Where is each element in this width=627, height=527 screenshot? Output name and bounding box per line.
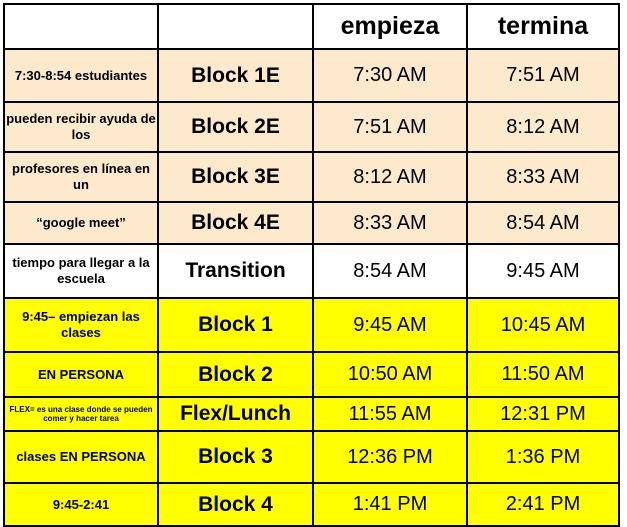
row-note: FLEX= es una clase donde se pueden comer y hacer tarea [4,397,158,431]
row-note: profesores en línea en un [4,152,158,202]
start-time: 8:12 AM [313,152,467,202]
table-row [4,102,619,152]
start-time: 7:30 AM [313,49,467,102]
table-row [4,397,619,431]
block-name: Block 2E [158,102,313,152]
start-time: 8:54 AM [313,244,467,298]
table-row [4,244,619,298]
header-end: termina [467,4,619,49]
table-row [4,152,619,202]
schedule-table [3,3,620,527]
table-row [4,202,619,244]
end-time: 1:36 PM [467,431,619,483]
end-time: 2:41 PM [467,483,619,526]
row-note: pueden recibir ayuda de los [4,102,158,152]
header-blank-cell [4,4,158,49]
block-name: Block 4 [158,483,313,526]
start-time: 10:50 AM [313,352,467,397]
end-time: 9:45 AM [467,244,619,298]
start-time: 12:36 PM [313,431,467,483]
row-note: EN PERSONA [4,352,158,397]
header-row [4,4,619,49]
table-row [4,352,619,397]
table-row [4,49,619,102]
start-time: 1:41 PM [313,483,467,526]
table-row [4,298,619,352]
table-row [4,483,619,526]
row-note: 9:45– empiezan las clases [4,298,158,352]
block-name: Block 2 [158,352,313,397]
end-time: 8:54 AM [467,202,619,244]
start-time: 8:33 AM [313,202,467,244]
header-start: empieza [313,4,467,49]
row-note: 9:45-2:41 [4,483,158,526]
header-blank-cell-2 [158,4,313,49]
block-name: Block 1E [158,49,313,102]
end-time: 8:12 AM [467,102,619,152]
end-time: 11:50 AM [467,352,619,397]
start-time: 9:45 AM [313,298,467,352]
table-row [4,431,619,483]
block-name: Flex/Lunch [158,397,313,431]
row-note: tiempo para llegar a la escuela [4,244,158,298]
row-note: “google meet” [4,202,158,244]
row-note: 7:30-8:54 estudiantes [4,49,158,102]
end-time: 10:45 AM [467,298,619,352]
block-name: Block 4E [158,202,313,244]
start-time: 7:51 AM [313,102,467,152]
end-time: 8:33 AM [467,152,619,202]
end-time: 7:51 AM [467,49,619,102]
start-time: 11:55 AM [313,397,467,431]
end-time: 12:31 PM [467,397,619,431]
row-note: clases EN PERSONA [4,431,158,483]
block-name: Block 3E [158,152,313,202]
block-name: Block 1 [158,298,313,352]
block-name: Transition [158,244,313,298]
block-name: Block 3 [158,431,313,483]
